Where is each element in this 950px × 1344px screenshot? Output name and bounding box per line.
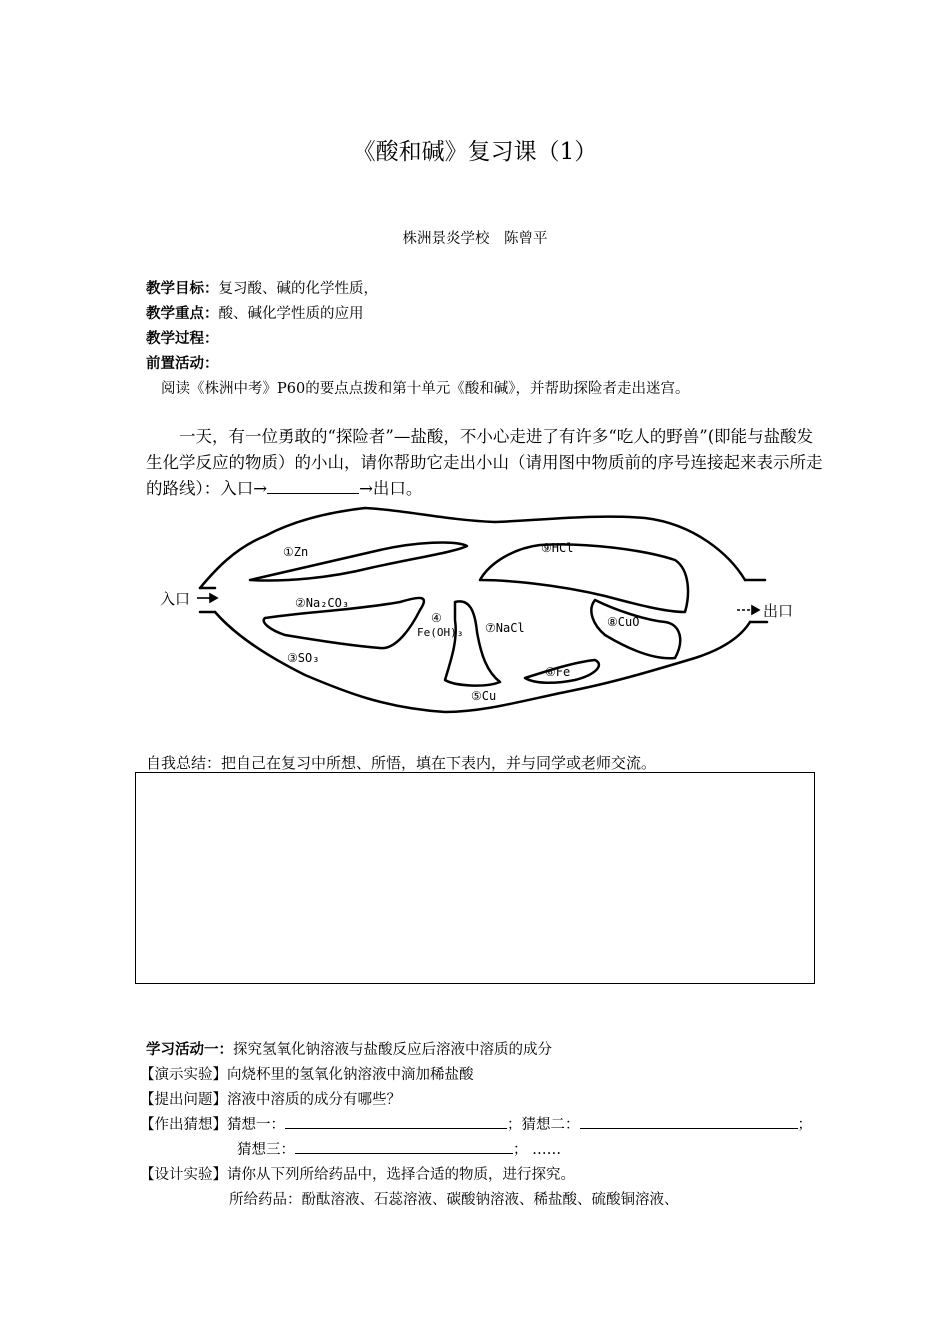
self-summary-prompt: 自我总结：把自己在复习中所想、所悟，填在下表内，并与同学或老师交流。	[146, 754, 657, 772]
exit-arrow-head	[752, 606, 759, 614]
activity-one-heading	[146, 1038, 552, 1059]
maze-wall-cuo	[591, 600, 680, 658]
reagent-list: 所给药品：酚酞溶液、石蕊溶液、碳酸钠溶液、稀盐酸、硫酸铜溶液、	[229, 1192, 679, 1208]
maze-item-zn: ①Zn	[283, 545, 309, 559]
reading-instruction: 阅读《株洲中考》P60的要点点拨和第十单元《酸和碱》，并帮助探险者走出迷宫。	[161, 381, 690, 397]
guess-two-end: ；	[797, 1117, 812, 1133]
goal-label: 教学目标：	[146, 280, 219, 297]
maze-item-hcl: ⑨HCl	[541, 541, 574, 555]
story-tail: →出口。	[359, 479, 423, 498]
maze-item-so3: ③SO₃	[287, 651, 320, 665]
guess-label: 【作出猜想】	[140, 1117, 227, 1133]
maze-item-feoh3: Fe(OH)₃	[417, 626, 464, 639]
guess-line-one	[140, 1113, 812, 1134]
maze-item-feoh3-number: ④	[431, 611, 442, 625]
maze-outer-top-wall	[200, 508, 745, 588]
raise-question: 【提出问题】溶液中溶质的成分有哪些？	[140, 1092, 401, 1108]
guess-three-blank[interactable]	[295, 1139, 513, 1154]
guess-line-two	[237, 1138, 561, 1159]
maze-item-cu: ⑤Cu	[471, 689, 497, 703]
process-label: 教学过程：	[146, 330, 219, 347]
guess-two-blank[interactable]	[580, 1114, 798, 1129]
focus-label: 教学重点：	[146, 305, 219, 322]
author-line: 株洲景炎学校 陈曾平	[402, 231, 548, 247]
entrance-arrow-head	[210, 594, 217, 602]
pre-activity-label: 前置活动：	[146, 355, 219, 372]
story-text: 一天，有一位勇敢的“探险者”—盐酸，不小心走进了有许多“吃人的野兽”(即能与盐酸发生化学反应的物质）的小山，请你帮助它走出小山（请用图中物质前的序号连接起来表示所走的路线）：入口→	[146, 427, 823, 498]
maze-wall-hcl	[480, 544, 688, 612]
maze-exit-label: 出口	[763, 602, 794, 620]
guess-three-end: ； ……	[513, 1142, 562, 1158]
demo-experiment: 【演示实验】向烧杯里的氢氧化钠溶液中滴加稀盐酸	[140, 1067, 474, 1083]
guess-one-label: 猜想一：	[227, 1117, 285, 1133]
teaching-focus	[146, 302, 364, 323]
guess-one-blank[interactable]	[285, 1114, 507, 1129]
story-paragraph	[146, 424, 826, 502]
page-title: 《酸和碱》复习课（1）	[352, 139, 598, 165]
focus-text: 酸、碱化学性质的应用	[218, 306, 364, 322]
goal-text: 复习酸、碱的化学性质，	[218, 281, 378, 297]
maze-wall-feoh3	[445, 601, 500, 685]
route-answer-blank[interactable]	[267, 479, 359, 494]
maze-item-fe: ⑥Fe	[545, 665, 571, 679]
guess-two-label: ；猜想二：	[507, 1117, 580, 1133]
maze-item-na2co3: ②Na₂CO₃	[295, 596, 350, 610]
maze-item-nacl: ⑦NaCl	[485, 621, 525, 635]
maze-item-cuo: ⑧CuO	[607, 615, 640, 629]
activity-one-label: 学习活动一：	[146, 1041, 233, 1058]
activity-one-title: 探究氢氧化钠溶液与盐酸反应后溶液中溶质的成分	[233, 1042, 552, 1058]
design-experiment: 【设计实验】请你从下列所给药品中，选择合适的物质，进行探究。	[140, 1167, 575, 1183]
self-summary-box[interactable]	[135, 772, 815, 984]
teaching-goal	[146, 277, 378, 298]
guess-three-label: 猜想三：	[237, 1142, 295, 1158]
maze-entrance-label: 入口	[160, 590, 191, 608]
maze-diagram	[155, 500, 805, 720]
